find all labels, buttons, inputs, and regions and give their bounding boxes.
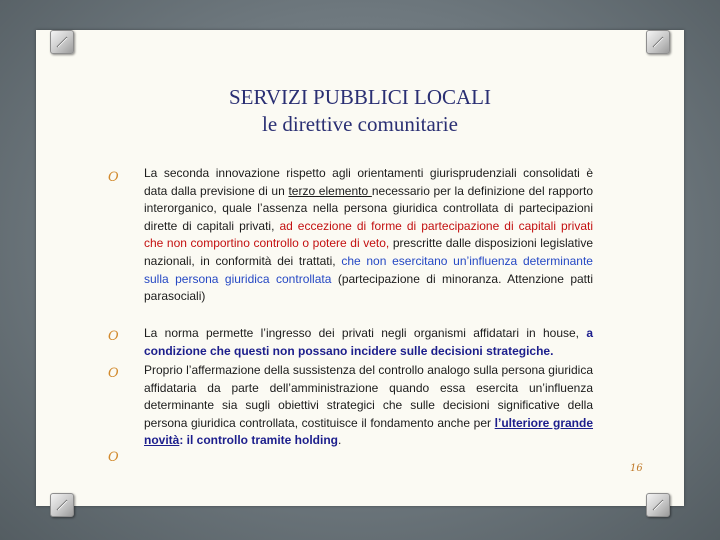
blue-highlight-text: che non esercitano un’influenza determinante sulla persona giuridica controllata [144,253,593,286]
pushpin-icon [50,30,74,54]
bullet-marker: O [108,329,119,344]
pushpin-icon [646,30,670,54]
text-run: necessario per la definizione del rapporto interorganico, quale l’assenza nella persona giuridica controllata di partecipazioni dirette di capitali privati, [144,183,593,233]
navy-highlight-text: : il controllo tramite holding [179,433,339,448]
text-run: . [338,433,342,448]
bullet-paragraph-1 [144,165,593,306]
slide-subtitle: le direttive comunitarie [262,112,458,136]
text-run: prescritte dalle disposizioni legislative nazionali, in conformità dei trattati, [144,236,593,268]
text-run: (partecipazione di minoranza. Attenzione patti parasociali) [144,271,593,304]
bullet-marker: O [108,366,119,381]
bullet-paragraph-3 [144,362,593,450]
navy-highlight-text: a condizione che questi non possano incidere sulle decisioni strategiche. [144,326,593,358]
pushpin-icon [50,493,74,517]
bullet-marker: O [108,170,119,185]
page-number: 16 [630,463,643,474]
text-run: La norma permette l’ingresso dei privati negli organismi affidatari in house, [144,326,587,340]
text-run: Proprio l’affermazione della sussistenza del controllo analogo sulla persona giuridica affidataria da parte dell’amministrazione quando essa esercita un’influenza determinante sia sugli obiettivi strategici che sulle decisioni significative della persona giuridica controllata, costituisce il fondamento anche per [144,363,593,430]
underlined-text: terzo elemento [288,183,372,198]
red-highlight-text: ad eccezione di forme di partecipazione di capitali privati che non comportino controllo o potere di veto, [144,218,593,251]
navy-underlined-text: l’ulteriore grande novità [144,415,594,448]
bullet-marker: O [108,450,119,465]
bullet-paragraph-2 [144,325,593,360]
slide-title: SERVIZI PUBBLICI LOCALI [229,85,491,109]
pushpin-icon [646,493,670,517]
text-run: La seconda innovazione rispetto agli orientamenti giurisprudenziali consolidati è data dalla previsione di un [144,166,593,198]
